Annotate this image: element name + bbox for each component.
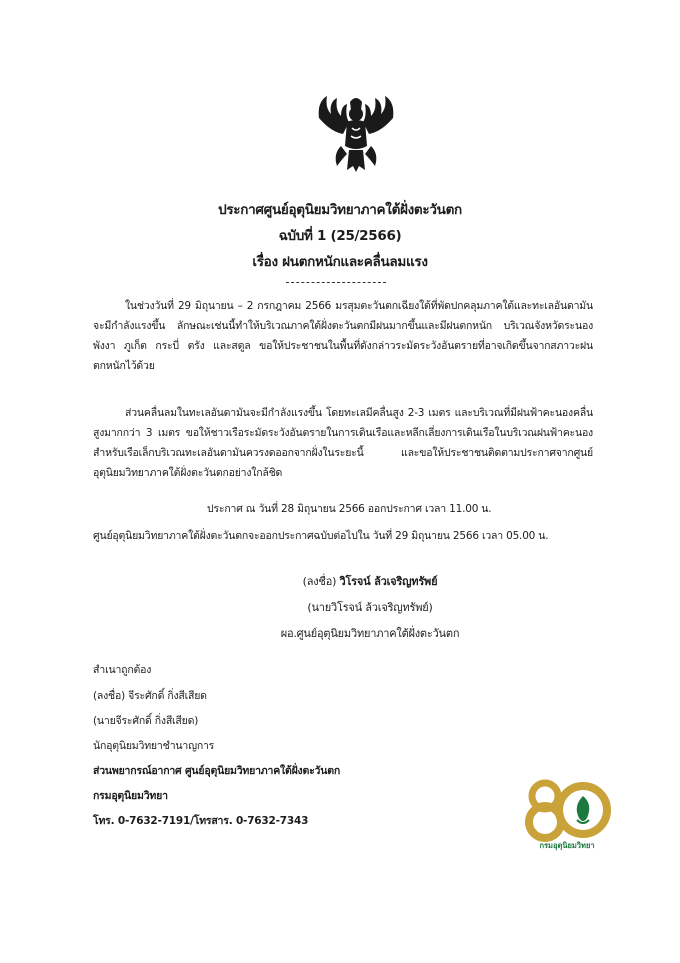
certifier-signature: (ลงชื่อ) จีระศักดิ์ กิ่งสีเสียด: [93, 690, 207, 702]
signature-line: [30, 572, 680, 590]
department-name: กรมอุตุนิยมวิทยา: [93, 790, 168, 802]
body-paragraph-2: ส่วนคลื่นลมในทะเลอันดามันจะมีกำลังแรงขึ้น โดยทะเลมีคลื่นสูง 2-3 เมตร และบริเวณที่มีฝนฟ้าคะนองคลื่นสูงมากกว่า 3 เมตร ขอให้ชาวเรือระมัดระวังอันตรายในการเดินเรือและหลีกเลี่ยงการเดินเรือในบริเวณฝนฟ้าคะนอง สำหรับเรือเล็กบริเวณทะเลอันดามันควรงดออกจากฝั่งในระยะนี้ และขอให้ประชาชนติดตามประกาศจากศูนย์อุตุนิยมวิทยาภาคใต้ฝั่งตะวันตกอย่างใกล้ชิด: [93, 407, 593, 479]
title-divider: [286, 282, 386, 283]
signer-name: วิโรจน์ ล้วเจริญทรัพย์: [339, 575, 438, 588]
signed-prefix: (ลงชื่อ): [302, 575, 337, 588]
next-issue-notice: ศูนย์อุตุนิยมวิทยาภาคใต้ฝั่งตะวันตกจะออกประกาศฉบับต่อไปใน วันที่ 29 มิถุนายน 2566 เวลา 05.00 น.: [93, 530, 549, 542]
certified-copy-label: สำเนาถูกต้อง: [93, 664, 152, 676]
announcement-date: ประกาศ ณ วันที่ 28 มิถุนายน 2566 ออกประกาศ เวลา 11.00 น.: [207, 503, 492, 515]
logo-caption: กรมอุตุนิยมวิทยา: [539, 841, 595, 850]
issue-number: ฉบับที่ 1 (25/2566): [278, 228, 402, 244]
signer-position: ผอ.ศูนย์อุตุนิยมวิทยาภาคใต้ฝั่งตะวันตก: [280, 627, 460, 640]
certifier-name: (นายจีระศักดิ์ กิ่งสีเสียด): [93, 715, 199, 727]
announcement-subject: เรื่อง ฝนตกหนักและคลื่นลมแรง: [252, 254, 428, 270]
certifier-position: นักอุตุนิยมวิทยาชำนาญการ: [93, 740, 215, 752]
body-paragraph-1: ในช่วงวันที่ 29 มิถุนายน – 2 กรกฎาคม 2566 มรสุมตะวันตกเฉียงใต้ที่พัดปกคลุมภาคใต้และทะเลอันดามันจะมีกำลังแรงขึ้น ลักษณะเช่นนี้ทำให้บริเวณภาคใต้ฝั่งตะวันตกมีฝนมากขึ้นและมีฝนตกหนัก บริเวณจังหวัดระนอง พังงา ภูเก็ต กระบี่ ตรัง และสตูล ขอให้ประชาชนในพื้นที่ดังกล่าวระมัดระวังอันตรายที่อาจเกิดขึ้นจากสภาวะฝนตกหนักไว้ด้วย: [93, 300, 593, 372]
division-name: ส่วนพยากรณ์อากาศ ศูนย์อุตุนิยมวิทยาภาคใต้ฝั่งตะวันตก: [93, 765, 340, 777]
contact-numbers: โทร. 0-7632-7191/โทรสาร. 0-7632-7343: [93, 815, 309, 827]
signer-full-name: (นายวิโรจน์ ล้วเจริญทรัพย์): [307, 601, 433, 614]
garuda-emblem-icon: [313, 92, 399, 174]
announcement-title: ประกาศศูนย์อุตุนิยมวิทยาภาคใต้ฝั่งตะวันตก: [218, 202, 462, 218]
